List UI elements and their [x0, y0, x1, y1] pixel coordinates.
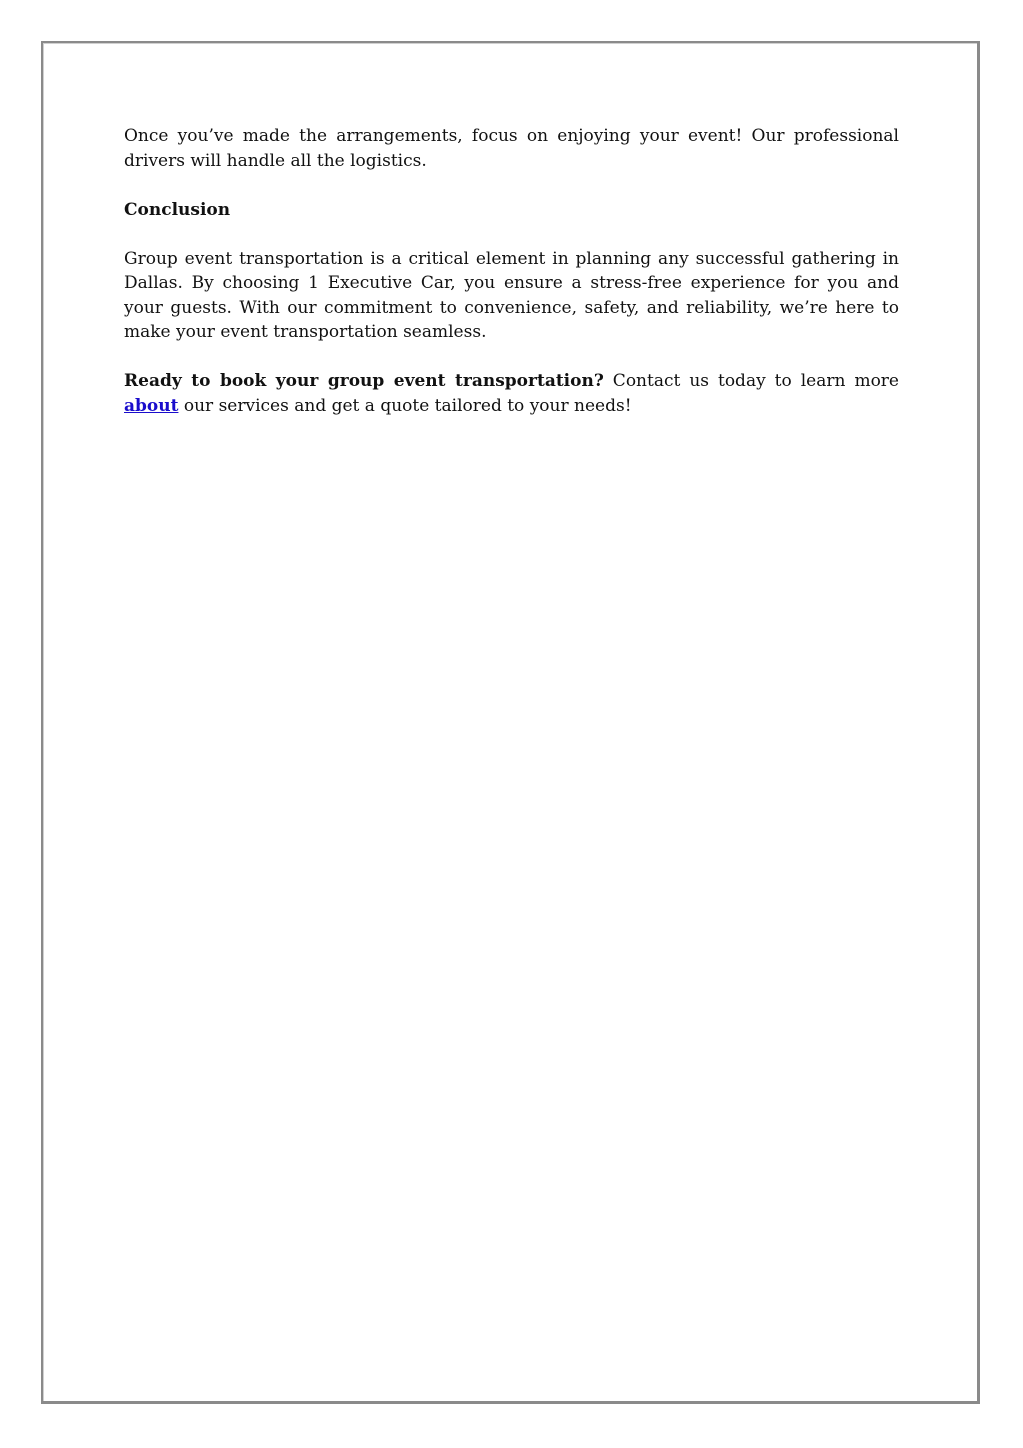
cta-text-after-link: our services and get a quote tailored to your needs! [178, 395, 632, 416]
cta-bold-lead: Ready to book your group event transportation? [124, 371, 604, 391]
conclusion-heading: Conclusion [124, 199, 231, 220]
about-link[interactable]: about [124, 395, 179, 416]
cta-text-before-link: Contact us today to learn more [603, 371, 899, 391]
call-to-action-paragraph [124, 369, 899, 418]
intro-paragraph: Once you’ve made the arrangements, focus on enjoying your event! Our professional drivers will handle all the logistics. [124, 126, 899, 171]
document-body [124, 124, 899, 443]
conclusion-paragraph: Group event transportation is a critical element in planning any successful gathering in Dallas. By choosing 1 Executive Car, you ensure a stress-free experience for you and your guests. With our commitment to convenience, safety, and reliability, we’re here to make your event transportation seamless. [124, 248, 899, 342]
